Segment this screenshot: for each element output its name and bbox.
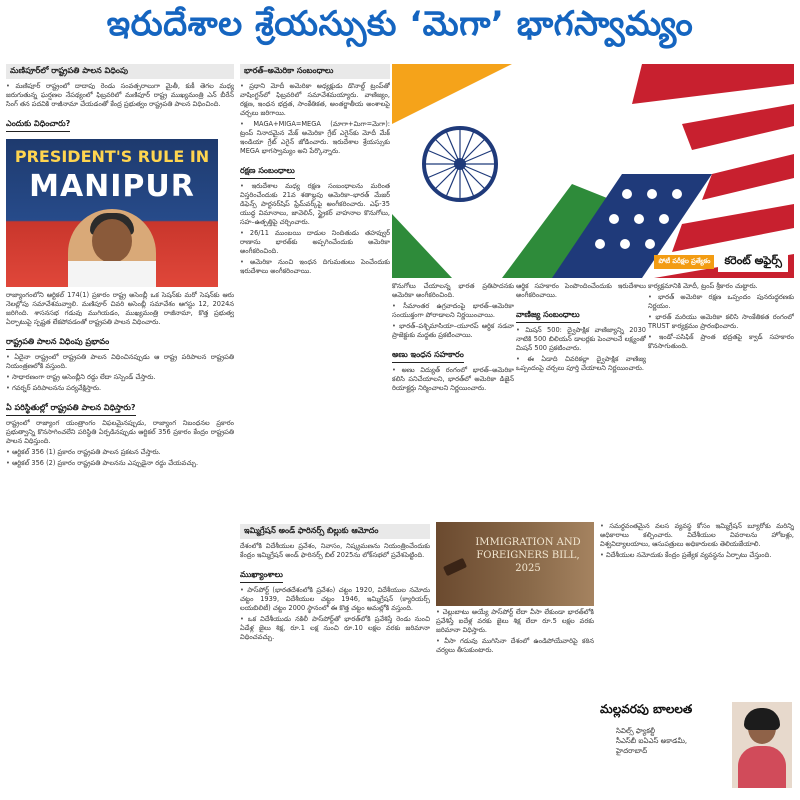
mid-para3: • ఇరుదేశాల మధ్య రక్షణ సంబంధాలను మరింత విస్తరించేందుకు 21వ శతాబ్దపు అమెరికా–భారత్ మేజర్ డిఫెన్స్ పార్టనర్‌షిప్ ఫ్రేమ్‌వర్క్‌పై అంగీకరించారు. ఎఫ్‑35 యుద్ధ విమానాలు, జావెలిన్, స్ట్రైకర్ వాహనాల కొనుగోలు, సహ–ఉత్పత్తిపై చర్చించారు. bbox=[240, 182, 390, 227]
india-us-heading: భారత్–అమెరికా సంబంధాలు bbox=[240, 64, 390, 79]
immigration-bill-image bbox=[436, 522, 594, 606]
mid-para2: • MAGA+MIGA=MEGA (మాగా+మిగా=మెగా): ట్రంప్ నినాదమైన మేక్ అమెరికా గ్రేట్ ఎగైన్‌కు మోదీ మేక్ ఇండియా గ్రేట్ ఎగైన్ జోడించారు. ఇరుదేశాల శ్రేయస్సుకు MEGA భాగస్వామ్యం అని పేర్కొన్నారు. bbox=[240, 120, 390, 156]
special-tag: పోటీ పరీక్షల ప్రత్యేకం bbox=[654, 255, 714, 269]
immig-para1: దేశంలోకి విదేశీయుల ప్రవేశం, నివాసం, నిష్క్రమణను నియంత్రించేందుకు కేంద్రం ఇమ్మిగ్రేషన్ అండ్ ఫారినర్స్ బిల్ 2025ను లోక్‌సభలో ప్రవేశపెట్టింది. bbox=[240, 542, 430, 559]
immig-col-2 bbox=[436, 608, 594, 794]
midb-para4: • అణు విద్యుత్ రంగంలో భారత్–అమెరికా కలిసి పనిచేయాలని, భారత్‌లో అమెరికా డిజైన్ రియాక్టర్లు నిర్మించాలని నిర్ణయించారు. bbox=[392, 366, 514, 393]
manipur-sub2: రాష్ట్రపతి పాలన విధింపు ప్రభావం bbox=[6, 337, 109, 350]
author-hair bbox=[744, 708, 780, 730]
current-affairs-label: కరెంట్ అఫైర్స్ bbox=[718, 252, 788, 272]
immig-para5: • వీసా గడువు ముగిసినా దేశంలో ఉండిపోయేవారిపై కఠిన చర్యలు తీసుకుంటారు. bbox=[436, 637, 594, 655]
trade-column bbox=[516, 282, 646, 514]
mid-para1: • ప్రధాని మోదీ అమెరికా అధ్యక్షుడు డొనాల్డ్ ట్రంప్‌తో వాషింగ్టన్‌లో ఫిబ్రవరిలో సమావేశమయ్యారు. వాణిజ్యం, రక్షణ, ఇంధన భద్రత, సాంకేతికత, అంతర్జాతీయ అంశాలపై చర్చలు జరిగాయి. bbox=[240, 82, 390, 118]
midc-para3: • ఈ ఏడాది చివరికల్లా ద్వైపాక్షిక వాణిజ్య ఒప్పందంపై చర్చలు పూర్తి చేయాలని నిర్ణయించారు. bbox=[516, 355, 646, 373]
portrait-saree bbox=[68, 261, 156, 287]
immig-sub1: ముఖ్యాంశాలు bbox=[240, 570, 283, 583]
midb-para1: కొనుగోలు చేయాలన్న భారత ప్రతిపాదనకు అమెరికా అంగీకరించింది. bbox=[392, 282, 514, 299]
manipur-para3: రాష్ట్రంలో రాజ్యాంగ యంత్రాంగం విఫలమైనప్పుడు, రాజ్యాంగ నిబంధనల ప్రకారం ప్రభుత్వాన్ని కొనసాగించలేని పరిస్థితి ఏర్పడినప్పుడు ఆర్టికల్ 356 ప్రకారం కేంద్రం రాష్ట్రపతి పాలన విధిస్తుంది. bbox=[6, 419, 234, 445]
defence-column bbox=[392, 282, 514, 514]
author-name: మల్లవరపు బాలలత bbox=[600, 702, 693, 716]
right-para1: కార్యక్రమానికి మోదీ, ట్రంప్ శ్రీకారం చుట్టారు. bbox=[648, 282, 758, 290]
mid-para5: • అమెరికా నుంచి ఇంధన దిగుమతులు పెంచేందుకు ఇరుదేశాలు అంగీకరించాయి. bbox=[240, 258, 390, 276]
mid-sub1: రక్షణ సంబంధాలు bbox=[240, 166, 295, 179]
right-bullet-2: • భారత్ మరియు అమెరికా కలిసి సాంకేతికత రంగంలో TRUST కార్యక్రమం ప్రారంభించారు. bbox=[648, 313, 794, 331]
mid-para4: • 26/11 ముంబయి దాడుల నిందితుడు తహవ్వుర్ రాణాను భారత్‌కు అప్పగించేందుకు అమెరికా అంగీకరించింది. bbox=[240, 229, 390, 256]
author-role: సివిల్స్ ఫ్యాకల్టీ సీఎస్‌బీ ఐఏఎస్ అకాడమీ, హైదరాబాద్ bbox=[616, 727, 688, 755]
manipur-poster bbox=[6, 139, 218, 287]
manipur-bullet2-2: • ఆర్టికల్ 356 (2) ప్రకారం రాష్ట్రపతి పాలనను ఎప్పుడైనా రద్దు చేయవచ్చు. bbox=[6, 459, 234, 468]
immig-col-1 bbox=[240, 522, 430, 794]
immig-para2: • పాస్‌పోర్ట్ (భారతదేశంలోకి ప్రవేశం) చట్టం 1920, విదేశీయుల నమోదు చట్టం 1939, విదేశీయుల చట్టం 1946, ఇమ్మిగ్రేషన్ (క్యారియర్స్ లయబిలిటీ) చట్టం 2000 స్థానంలో ఈ కొత్త చట్టం అమల్లోకి వస్తుంది. bbox=[240, 586, 430, 613]
midb-para3: • భారత్–పశ్చిమాసియా–యూరప్ ఆర్థిక నడవా ప్రాజెక్టుకు మద్దతు ప్రకటించాయి. bbox=[392, 322, 514, 340]
portrait-image bbox=[68, 209, 156, 287]
flag-illustration bbox=[392, 64, 794, 278]
right-bullet-1: • భారత్ అమెరికా రక్షణ ఒప్పందం పునరుద్ధరణకు నిర్ణయం. bbox=[648, 293, 794, 311]
midb-sub1: అణు ఇంధన సహకారం bbox=[392, 350, 464, 363]
right-bullet-3: • ఇండో–పసిఫిక్ ప్రాంత భద్రతపై క్వాడ్ సహకారం కొనసాగుతుంది. bbox=[648, 333, 794, 351]
poster-line2: MANIPUR bbox=[29, 169, 195, 204]
portrait-face bbox=[92, 219, 132, 263]
tech-column bbox=[648, 282, 794, 514]
manipur-bullet-2: • సాధారణంగా రాష్ట్ర అసెంబ్లీని రద్దు లేదా సస్పెండ్ చేస్తారు. bbox=[6, 373, 234, 382]
immig-para4: • చెల్లుబాటు అయ్యే పాస్‌పోర్ట్ లేదా వీసా లేకుండా భారత్‌లోకి ప్రవేశిస్తే ఐదేళ్ల వరకు జైలు శిక్ష లేదా రూ.5 లక్షల వరకు జరిమానా విధిస్తారు. bbox=[436, 608, 594, 635]
midc-sub1: వాణిజ్య సంబంధాలు bbox=[516, 310, 580, 323]
manipur-sub3: ఏ పరిస్థితుల్లో రాష్ట్రపతి పాలన విధిస్తారు? bbox=[6, 403, 136, 416]
india-us-column bbox=[240, 62, 390, 512]
manipur-bullet2-1: • ఆర్టికల్ 356 (1) ప్రకారం రాష్ట్రపతి పాలన ప్రకటన చేస్తారు. bbox=[6, 448, 234, 457]
manipur-bullet-3: • గవర్నర్ పరిపాలనను పర్యవేక్షిస్తారు. bbox=[6, 384, 234, 393]
author-photo bbox=[732, 702, 792, 788]
poster-line1: PRESIDENT'S RULE IN bbox=[14, 147, 210, 166]
bill-title: IMMIGRATION AND FOREIGNERS BILL, 2025 bbox=[475, 537, 581, 574]
flag-credit bbox=[654, 252, 788, 272]
immig-heading: ఇమ్మిగ్రేషన్ అండ్ ఫారినర్స్ బిల్లుకు ఆమోదం bbox=[240, 524, 430, 539]
author-box bbox=[600, 696, 794, 794]
manipur-sub1: ఎందుకు విధించారు? bbox=[6, 119, 70, 132]
immig-para6: • సమర్థవంతమైన వలస వ్యవస్థ కోసం ఇమ్మిగ్రేషన్ బ్యూరోకు మరిన్ని అధికారాలు కల్పించారు. విదేశీయుల వివరాలను హోటళ్లు, విశ్వవిద్యాలయాలు, ఆసుపత్రులు అధికారులకు తెలియజేయాలి. bbox=[600, 522, 794, 549]
manipur-bullet-1: • ఏదైనా రాష్ట్రంలో రాష్ట్రపతి పాలన విధించినప్పుడు ఆ రాష్ట్ర పరిపాలన రాష్ట్రపతి నియంత్రణలోకి వస్తుంది. bbox=[6, 353, 234, 371]
immig-para3: • ఒక విదేశీయుడు నకిలీ పాస్‌పోర్ట్‌తో భారత్‌లోకి ప్రవేశిస్తే రెండు నుంచి ఏడేళ్ల జైలు శిక్ష, రూ.1 లక్ష నుంచి రూ.10 లక్షల వరకు జరిమానా విధించవచ్చు. bbox=[240, 615, 430, 642]
midb-para2: • సీమాంతర ఉగ్రవాదంపై భారత్–అమెరికా సంయుక్తంగా పోరాడాలని నిర్ణయించాయి. bbox=[392, 302, 514, 320]
midc-para1: ఆర్థిక సహకారం పెంపొందించేందుకు ఇరుదేశాలు అంగీకరించాయి. bbox=[516, 282, 646, 299]
immig-para7: • విదేశీయుల నమోదుకు కేంద్రం ప్రత్యేక వ్యవస్థను ఏర్పాటు చేస్తుంది. bbox=[600, 551, 794, 560]
author-body bbox=[738, 746, 786, 788]
gavel-icon bbox=[443, 558, 467, 576]
page-headline: ఇరుదేశాల శ్రేయస్సుకు ‘మెగా’ భాగస్వామ్యం bbox=[106, 4, 694, 44]
india-us-flag-image bbox=[392, 64, 794, 278]
manipur-para2: రాజ్యాంగంలోని ఆర్టికల్ 174(1) ప్రకారం రాష్ట్ర అసెంబ్లీ ఒక సెషన్‌కు మరో సెషన్‌కు ఆరు నెలల్లోపు సమావేశమవ్వాలి. మణిపూర్ చివరి అసెంబ్లీ సమావేశం ఆగస్టు 12, 2024న జరిగింది. శాసనసభ గడువు ముగియడం, ముఖ్యమంత్రి రాజీనామా, కొత్త ప్రభుత్వ ఏర్పాటుపై స్పష్టత లేకపోవడంతో రాష్ట్రపతి పాలన విధించారు. bbox=[6, 291, 234, 326]
midc-para2: • మిషన్ 500: ద్వైపాక్షిక వాణిజ్యాన్ని 2030 నాటికి 500 బిలియన్ డాలర్లకు పెంచాలనే లక్ష్యంతో మిషన్ 500 ప్రకటించారు. bbox=[516, 326, 646, 353]
manipur-para1: • మణిపూర్ రాష్ట్రంలో దాదాపు రెండు సంవత్సరాలుగా మైతీ, కుకీ తెగల మధ్య జరుగుతున్న ఘర్షణల నేపథ్యంలో ఫిబ్రవరిలో మణిపూర్ రాష్ట్ర ముఖ్యమంత్రి ఎన్ బీరేన్ సింగ్ తన పదవికి రాజీనామా చేయడంతో కేంద్ర ప్రభుత్వం రాష్ట్రపతి పాలన విధించింది. bbox=[6, 82, 234, 109]
manipur-heading: మణిపూర్‌లో రాష్ట్రపతి పాలన విధింపు bbox=[6, 64, 234, 79]
manipur-column bbox=[6, 62, 234, 794]
